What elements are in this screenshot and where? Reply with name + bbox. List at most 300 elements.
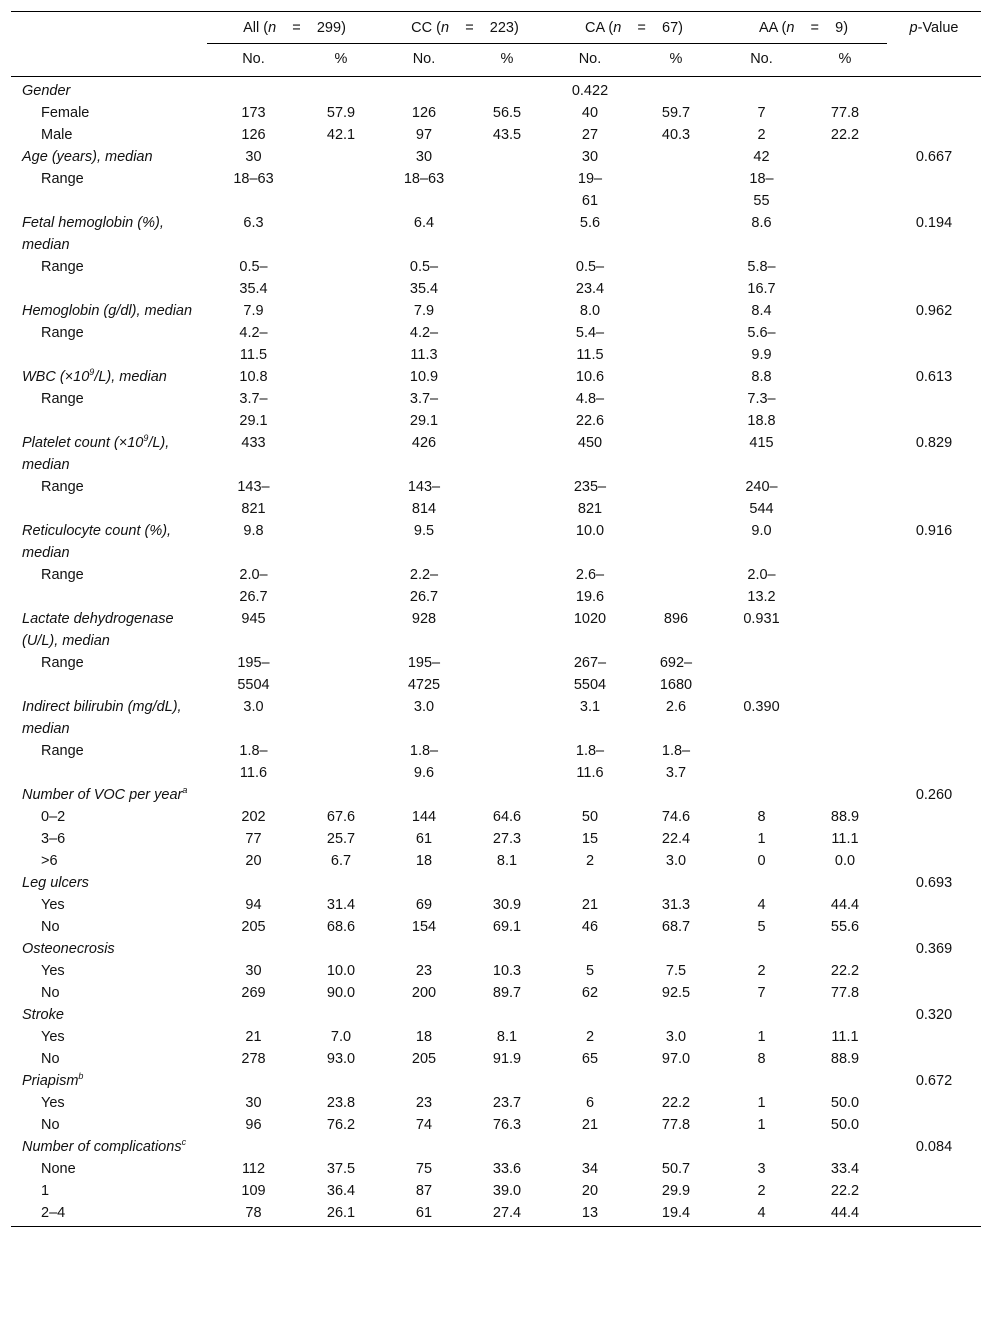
- table-cell: 76.3: [492, 1117, 522, 1133]
- table-cell: [382, 1070, 466, 1092]
- row-label-text: /L), median: [94, 369, 167, 385]
- table-cell: [466, 322, 548, 366]
- header-group-all: All (n = 299): [207, 12, 382, 44]
- table-cell: 144: [411, 809, 437, 825]
- table-cell: 269: [241, 985, 266, 1001]
- pvalue-cell: [887, 1026, 981, 1048]
- table-cell: 945: [241, 611, 266, 627]
- table-cell: 426: [411, 435, 437, 451]
- table-row: [11, 696, 981, 740]
- pvalue-cell: [887, 806, 981, 828]
- table-cell: [466, 872, 548, 894]
- table-cell: 90.0: [326, 985, 356, 1001]
- table-cell: [548, 1070, 632, 1092]
- header-sub-no: No.: [382, 44, 466, 77]
- row-category-label: [11, 872, 207, 894]
- row-label-text: Yes: [41, 897, 65, 913]
- table-cell: 68.7: [661, 919, 691, 935]
- header-pvalue: p-Value: [909, 20, 959, 36]
- table-cell: 40.3: [661, 127, 691, 143]
- table-cell: 22.2: [661, 1095, 691, 1111]
- row-sub-label: [11, 850, 207, 872]
- pvalue-cell: [887, 982, 981, 1004]
- table-cell: 18: [415, 1029, 433, 1045]
- table-cell: 278: [241, 1051, 266, 1067]
- table-cell: 5.6– 9.9: [747, 325, 776, 363]
- row-category-label: [11, 1136, 207, 1158]
- table-cell: 91.9: [492, 1051, 522, 1067]
- table-cell: 46: [581, 919, 599, 935]
- table-cell: 22.4: [661, 831, 691, 847]
- table-cell: 30: [245, 149, 262, 165]
- table-cell: 7.3– 18.8: [747, 391, 776, 429]
- table-cell: 23.7: [492, 1095, 522, 1111]
- table-cell: [466, 520, 548, 564]
- table-cell: 11.1: [831, 1029, 859, 1045]
- row-label-text: No: [41, 1117, 60, 1133]
- table-cell: [548, 1004, 632, 1026]
- table-cell: [466, 432, 548, 476]
- row-sub-label: [11, 960, 207, 982]
- table-cell: 143– 814: [407, 479, 441, 517]
- row-sub-label: [11, 1114, 207, 1136]
- table-cell: [300, 168, 382, 212]
- table-row: [11, 1070, 981, 1092]
- table-cell: 9.5: [413, 523, 435, 539]
- table-cell: 1: [757, 1095, 766, 1111]
- table-cell: [632, 1070, 720, 1092]
- table-cell: [466, 740, 548, 784]
- row-label-text: Gender: [22, 83, 71, 99]
- table-cell: 20: [581, 1183, 599, 1199]
- row-sub-label: [11, 322, 207, 366]
- pvalue-cell: [887, 1114, 981, 1136]
- table-cell: [803, 520, 887, 564]
- table-cell: 18– 55: [749, 171, 774, 209]
- table-cell: 109: [241, 1183, 266, 1199]
- row-category-label: [11, 146, 207, 168]
- header-group-ca: CA (n = 67): [548, 12, 720, 44]
- row-sub-label: [11, 982, 207, 1004]
- row-label-text: Leg ulcers: [22, 875, 89, 891]
- row-sub-label: [11, 1026, 207, 1048]
- table-cell: 415: [749, 435, 774, 451]
- table-row: [11, 850, 981, 872]
- table-cell: [720, 1070, 803, 1092]
- pvalue-cell: [887, 168, 981, 212]
- row-label-text: WBC (×10: [22, 369, 90, 385]
- pvalue-cell: [887, 894, 981, 916]
- row-category-label: [11, 432, 207, 476]
- table-cell: 18: [415, 853, 433, 869]
- row-sub-label: [11, 740, 207, 784]
- table-cell: [300, 77, 382, 103]
- table-cell: [632, 212, 720, 256]
- table-cell: 33.4: [830, 1161, 860, 1177]
- table-cell: [803, 1136, 887, 1158]
- table-cell: 0.390: [743, 699, 780, 715]
- row-label-text: Lactate dehydrogenase (U/L), median: [22, 611, 174, 649]
- row-category-label: [11, 366, 207, 388]
- table-cell: [632, 168, 720, 212]
- row-label-text: Fetal hemoglobin (%), median: [22, 215, 164, 253]
- table-cell: 92.5: [661, 985, 691, 1001]
- table-cell: 30: [415, 149, 433, 165]
- table-row: [11, 740, 981, 784]
- pvalue-cell: [887, 960, 981, 982]
- table-row: [11, 1158, 981, 1180]
- table-cell: 7.5: [665, 963, 687, 979]
- table-cell: 433: [241, 435, 266, 451]
- row-sub-label: [11, 652, 207, 696]
- table-cell: 21: [245, 1029, 262, 1045]
- table-cell: [382, 872, 466, 894]
- table-cell: 2: [585, 853, 595, 869]
- table-cell: 2.0– 26.7: [239, 567, 268, 605]
- table-bottom-rule: [11, 1226, 981, 1227]
- row-label-text: 0–2: [41, 809, 66, 825]
- table-cell: [632, 1004, 720, 1026]
- pvalue-cell: 0.916: [915, 523, 953, 539]
- row-label-text: No: [41, 1051, 60, 1067]
- table-cell: [300, 784, 382, 806]
- table-cell: [720, 872, 803, 894]
- table-cell: [720, 740, 803, 784]
- pvalue-cell: [887, 564, 981, 608]
- table-cell: 29.9: [661, 1183, 691, 1199]
- pvalue-cell: [887, 850, 981, 872]
- table-cell: [382, 77, 466, 103]
- table-cell: [632, 77, 720, 103]
- table-cell: 2: [757, 1183, 766, 1199]
- table-cell: 126: [241, 127, 266, 143]
- row-sub-label: [11, 1202, 207, 1226]
- table-cell: [466, 1004, 548, 1026]
- table-cell: 74: [415, 1117, 433, 1133]
- header-sub-no: No.: [207, 44, 300, 77]
- table-container: [11, 11, 981, 1227]
- row-label-text: 2–4: [41, 1205, 66, 1221]
- table-cell: [466, 146, 548, 168]
- table-cell: [300, 652, 382, 696]
- pvalue-cell: [887, 916, 981, 938]
- table-cell: 15: [581, 831, 599, 847]
- table-cell: 205: [241, 919, 266, 935]
- table-cell: [803, 366, 887, 388]
- table-cell: 30: [581, 149, 599, 165]
- table-cell: 27.3: [492, 831, 522, 847]
- table-cell: 8.0: [579, 303, 601, 319]
- table-cell: [632, 432, 720, 476]
- table-cell: 10.0: [575, 523, 605, 539]
- table-cell: 1.8– 11.6: [575, 743, 605, 781]
- table-cell: 96: [245, 1117, 262, 1133]
- table-cell: 235– 821: [573, 479, 607, 517]
- table-cell: 4: [757, 1205, 766, 1221]
- table-row: [11, 982, 981, 1004]
- table-cell: 18–63: [233, 171, 274, 187]
- table-cell: 692– 1680: [659, 655, 693, 693]
- header-sub-no: No.: [548, 44, 632, 77]
- header-sub-no: No.: [720, 44, 803, 77]
- table-row: [11, 828, 981, 850]
- table-cell: 10.3: [492, 963, 522, 979]
- header-group-aa: AA (n = 9): [720, 12, 887, 44]
- table-cell: [632, 938, 720, 960]
- table-cell: 0.5– 23.4: [575, 259, 605, 297]
- table-cell: [300, 938, 382, 960]
- table-cell: 40: [581, 105, 599, 121]
- table-cell: 143– 821: [237, 479, 270, 517]
- header-sub-pct: %: [803, 44, 887, 77]
- table-cell: 25.7: [326, 831, 356, 847]
- table-row: [11, 916, 981, 938]
- row-label-text: Yes: [41, 1029, 65, 1045]
- row-label-text: Age (years), median: [22, 149, 153, 165]
- table-cell: 8.1: [496, 853, 518, 869]
- table-row: [11, 146, 981, 168]
- table-cell: 23: [415, 963, 433, 979]
- table-cell: [300, 740, 382, 784]
- row-sub-label: [11, 476, 207, 520]
- table-cell: 10.6: [575, 369, 605, 385]
- table-cell: 44.4: [830, 1205, 860, 1221]
- pvalue-cell: 0.693: [915, 875, 953, 891]
- table-cell: 57.9: [326, 105, 356, 121]
- table-row: [11, 894, 981, 916]
- pvalue-cell: 0.962: [915, 303, 953, 319]
- table-cell: 5.8– 16.7: [747, 259, 776, 297]
- table-cell: 7: [757, 105, 766, 121]
- table-body: [11, 77, 981, 1227]
- table-cell: 22.2: [830, 127, 860, 143]
- pvalue-cell: [887, 696, 981, 740]
- table-row: [11, 124, 981, 146]
- row-sub-label: [11, 1180, 207, 1202]
- table-cell: 50.0: [830, 1117, 860, 1133]
- table-cell: [300, 146, 382, 168]
- table-row: [11, 366, 981, 388]
- table-cell: 1: [757, 1029, 766, 1045]
- table-cell: 6.3: [243, 215, 264, 231]
- row-sub-label: [11, 1048, 207, 1070]
- row-label-text: 1: [41, 1183, 50, 1199]
- table-row: [11, 564, 981, 608]
- table-cell: 88.9: [830, 809, 860, 825]
- table-cell: 78: [245, 1205, 262, 1221]
- table-row: [11, 1048, 981, 1070]
- table-row: [11, 652, 981, 696]
- row-label-text: Osteonecrosis: [22, 941, 115, 957]
- pvalue-cell: 0.194: [915, 215, 953, 231]
- table-cell: 112: [241, 1161, 266, 1177]
- row-label-text: 3–6: [41, 831, 66, 847]
- table-cell: 62: [581, 985, 599, 1001]
- table-cell: 43.5: [492, 127, 522, 143]
- table-cell: 61: [415, 1205, 433, 1221]
- table-cell: 3.0: [413, 699, 435, 715]
- table-cell: [803, 1004, 887, 1026]
- pvalue-cell: 0.672: [915, 1073, 953, 1089]
- table-cell: [207, 872, 300, 894]
- table-cell: [803, 1070, 887, 1092]
- table-cell: [300, 696, 382, 740]
- pvalue-cell: 0.320: [915, 1007, 953, 1023]
- row-label-text: Range: [41, 743, 84, 759]
- table-cell: [466, 696, 548, 740]
- table-cell: [300, 564, 382, 608]
- table-cell: [207, 1136, 300, 1158]
- table-cell: [466, 1070, 548, 1092]
- table-cell: 7: [757, 985, 766, 1001]
- table-cell: 42: [753, 149, 770, 165]
- table-cell: 4: [757, 897, 766, 913]
- table-cell: [720, 1136, 803, 1158]
- table-cell: 205: [411, 1051, 437, 1067]
- table-cell: 20: [245, 853, 262, 869]
- row-label-text: Range: [41, 567, 84, 583]
- table-row: [11, 872, 981, 894]
- row-label-text: Priapism: [22, 1073, 79, 1089]
- row-sub-label: [11, 102, 207, 124]
- table-cell: 1.8– 3.7: [661, 743, 691, 781]
- table-cell: 64.6: [492, 809, 522, 825]
- table-row: [11, 102, 981, 124]
- row-category-label: [11, 696, 207, 740]
- table-cell: [300, 1136, 382, 1158]
- table-cell: 3.0: [665, 1029, 687, 1045]
- table-cell: [466, 652, 548, 696]
- table-cell: 240– 544: [745, 479, 778, 517]
- table-cell: [803, 564, 887, 608]
- table-cell: 1020: [573, 611, 607, 627]
- pvalue-cell: 0.667: [915, 149, 953, 165]
- table-cell: 87: [415, 1183, 433, 1199]
- table-cell: [207, 1070, 300, 1092]
- table-cell: 50.7: [661, 1161, 691, 1177]
- table-cell: 0.931: [743, 611, 780, 627]
- table-cell: 69: [415, 897, 433, 913]
- row-label-text: Number of complications: [22, 1139, 182, 1155]
- table-cell: [803, 322, 887, 366]
- table-cell: [632, 256, 720, 300]
- table-cell: 34: [581, 1161, 599, 1177]
- table-cell: 77.8: [830, 105, 860, 121]
- table-cell: [720, 77, 803, 103]
- table-cell: 6.7: [330, 853, 352, 869]
- table-cell: 4.2– 11.3: [409, 325, 439, 363]
- table-row: [11, 1092, 981, 1114]
- table-cell: 77.8: [661, 1117, 691, 1133]
- header-row-subcolumns: [11, 44, 981, 77]
- pvalue-cell: 0.613: [915, 369, 953, 385]
- row-category-label: [11, 1004, 207, 1026]
- table-cell: 10.0: [326, 963, 356, 979]
- table-cell: 126: [411, 105, 437, 121]
- row-label-text: No: [41, 919, 60, 935]
- pvalue-cell: [887, 1158, 981, 1180]
- table-cell: 8.1: [496, 1029, 518, 1045]
- row-label-text: Platelet count (×10: [22, 435, 144, 451]
- table-cell: 5.4– 11.5: [575, 325, 605, 363]
- table-cell: 7.9: [243, 303, 264, 319]
- table-cell: [803, 608, 887, 652]
- table-cell: [300, 212, 382, 256]
- table-cell: [632, 564, 720, 608]
- table-cell: [466, 784, 548, 806]
- table-cell: [300, 322, 382, 366]
- pvalue-cell: [887, 322, 981, 366]
- row-sub-label: [11, 916, 207, 938]
- row-label-text: Stroke: [22, 1007, 64, 1023]
- table-cell: [466, 212, 548, 256]
- row-category-label: [11, 520, 207, 564]
- table-cell: [466, 300, 548, 322]
- table-cell: 450: [577, 435, 603, 451]
- row-category-label: [11, 608, 207, 652]
- table-cell: 3: [757, 1161, 766, 1177]
- table-cell: 7.9: [413, 303, 435, 319]
- table-cell: [720, 938, 803, 960]
- table-row: [11, 806, 981, 828]
- header-blank: [11, 12, 207, 44]
- table-cell: [300, 608, 382, 652]
- table-cell: [300, 388, 382, 432]
- table-cell: [632, 146, 720, 168]
- table-cell: 1: [757, 1117, 766, 1133]
- table-cell: [803, 168, 887, 212]
- table-cell: 8: [757, 1051, 766, 1067]
- row-sub-label: [11, 806, 207, 828]
- table-cell: [803, 77, 887, 103]
- table-cell: [300, 1004, 382, 1026]
- table-cell: [466, 564, 548, 608]
- table-cell: 7.0: [330, 1029, 352, 1045]
- table-row: [11, 168, 981, 212]
- table-cell: 5: [757, 919, 766, 935]
- table-cell: [382, 1004, 466, 1026]
- table-cell: [803, 872, 887, 894]
- table-cell: 9.8: [243, 523, 264, 539]
- table-cell: [632, 520, 720, 564]
- pvalue-cell: [887, 77, 981, 103]
- table-cell: 68.6: [326, 919, 356, 935]
- table-cell: 22.2: [830, 1183, 860, 1199]
- table-cell: 3.7– 29.1: [409, 391, 439, 429]
- pvalue-cell: [887, 476, 981, 520]
- table-cell: [207, 1004, 300, 1026]
- table-cell: 10.8: [239, 369, 268, 385]
- table-cell: 30: [245, 963, 262, 979]
- table-cell: 0.5– 35.4: [409, 259, 439, 297]
- table-cell: [803, 146, 887, 168]
- table-cell: [803, 784, 887, 806]
- table-cell: 154: [411, 919, 437, 935]
- table-cell: 89.7: [492, 985, 522, 1001]
- pvalue-cell: [887, 256, 981, 300]
- table-cell: [632, 784, 720, 806]
- table-cell: [632, 1136, 720, 1158]
- row-label-text: Range: [41, 391, 84, 407]
- table-row: [11, 1114, 981, 1136]
- row-category-label: [11, 938, 207, 960]
- header-sub-pct: %: [632, 44, 720, 77]
- table-cell: [720, 784, 803, 806]
- table-row: [11, 784, 981, 806]
- table-cell: 94: [245, 897, 262, 913]
- row-sub-label: [11, 1158, 207, 1180]
- row-label-text: Indirect bilirubin (mg/dL), median: [22, 699, 182, 737]
